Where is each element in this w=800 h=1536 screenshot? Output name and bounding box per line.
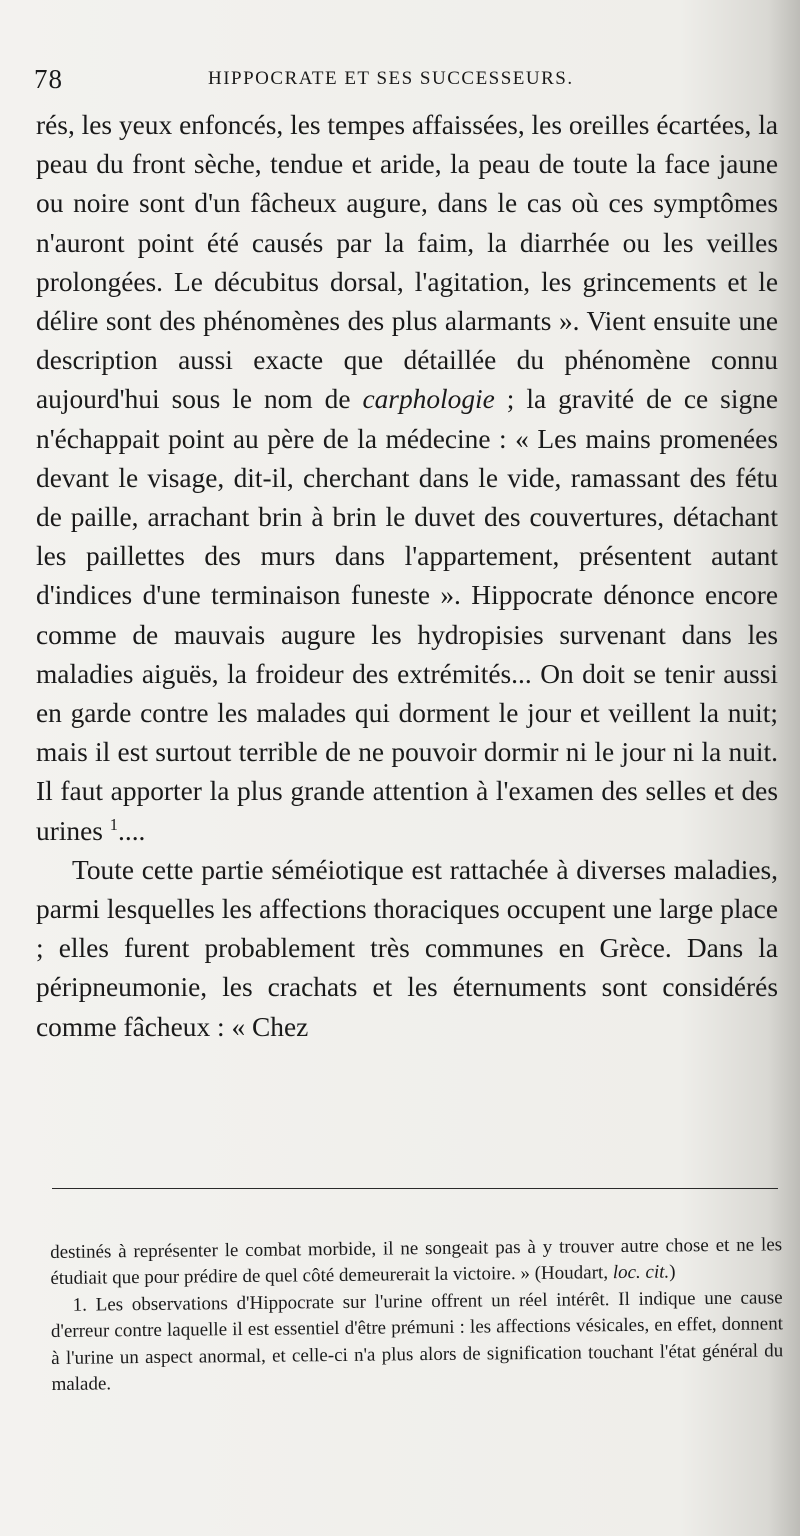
paragraph-1 — [36, 106, 778, 851]
footnotes — [50, 1232, 784, 1398]
footnote-continuation-text-b: ) — [669, 1261, 676, 1283]
footnote-continuation — [50, 1232, 783, 1292]
paragraph-1-text-a: rés, les yeux enfoncés, les tempes affaissées, les oreilles écartées, la peau du front sèche, tendue et aride, la peau de toute la face jaune ou noire sont d'un fâcheux augure, dans le cas où ces symptômes n'auront point été causés par la faim, la diarrhée ou les veilles prolongées. Le décubitus dorsal, l'agitation, les grincements et le délire sont des phénomènes des plus alarmants ». Vient ensuite une description aussi exacte que détaillée du phénomène connu aujourd'hui sous le nom de — [36, 110, 778, 415]
italic-term: carphologie — [362, 384, 495, 415]
page-number: 78 — [34, 64, 63, 94]
footnote-continuation-text-a: destinés à représenter le combat morbide, il ne songeait pas à y trouver autre chose et ne les étudiait que pour prédire de quel côté demeurerait la victoire. » (Houdart, — [50, 1234, 783, 1290]
main-text — [36, 106, 778, 1047]
footnote-citation: loc. cit. — [612, 1261, 670, 1284]
footnote-separator — [52, 1188, 778, 1189]
footnote-reference: 1 — [109, 814, 119, 834]
footnote-1: 1. Les observations d'Hippocrate sur l'urine offrent un réel intérêt. Il indique une cause d'erreur contre laquelle il est essentiel d'être prémuni : les affections vésicales, en effet, donnent à l'urine un aspect anormal, et celle-ci n'a plus alors de signification touchant l'état général du malade. — [50, 1287, 784, 1396]
page-header — [34, 64, 774, 98]
paragraph-2: Toute cette partie séméiotique est rattachée à diverses maladies, parmi lesquelles les affections thoraciques occupent une large place ; elles furent probablement très communes en Grèce. Dans la péripneumonie, les crachats et les éternuments sont considérés comme fâcheux : « Chez — [36, 854, 778, 1042]
paragraph-1-end: .... — [118, 815, 146, 846]
running-head: HIPPOCRATE ET SES SUCCESSEURS. — [208, 68, 574, 89]
paragraph-1-text-b: ; la gravité de ce signe n'échappait point au père de la médecine : « Les mains promenées devant le visage, dit-il, cherchant dans le vide, ramassant des fétu de paille, arrachant brin à brin le duvet des couvertures, détachant les paillettes des murs dans l'appartement, présentent autant d'indices d'une terminaison funeste ». Hippocrate dénonce encore comme de mauvais augure les hydropisies survenant dans les maladies aiguës, la froideur des extrémités... On doit se tenir aussi en garde contre les malades qui dorment le jour et veillent la nuit; mais il est surtout terrible de ne pouvoir dormir ni le jour ni la nuit. Il faut apporter la plus grande attention à l'examen des selles et des urines — [36, 384, 778, 846]
